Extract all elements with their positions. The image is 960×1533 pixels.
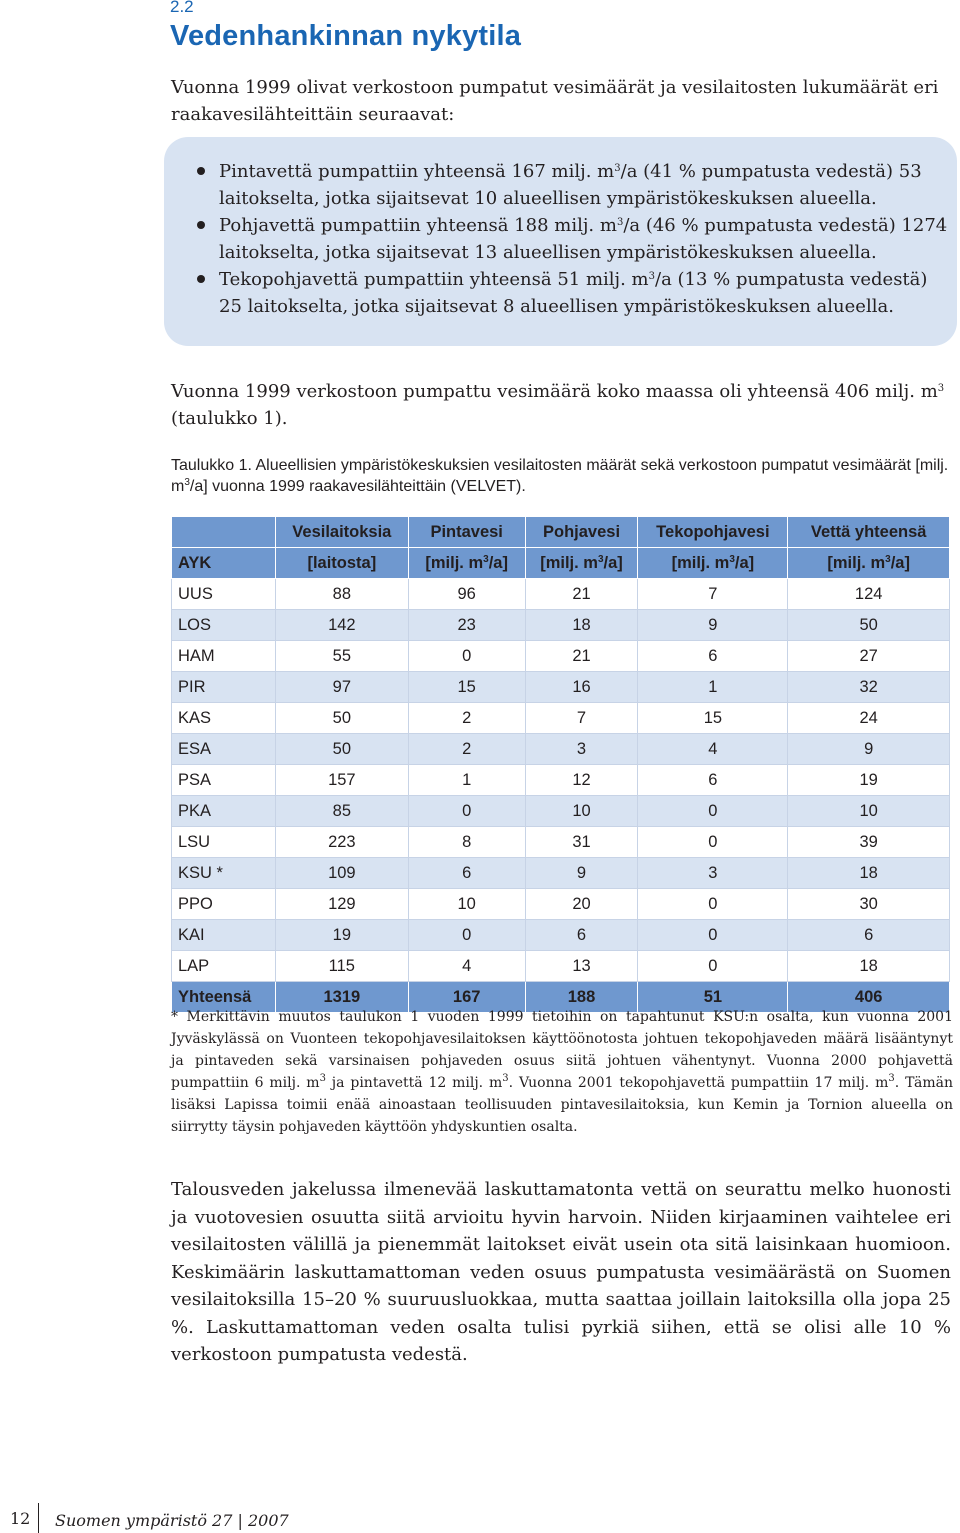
table-cell: 157 (275, 765, 408, 796)
table-cell: 13 (525, 951, 638, 982)
table-cell: 88 (275, 579, 408, 610)
table-header-cell: [milj. $m^3/a$] (638, 548, 788, 579)
table-cell: 24 (788, 703, 950, 734)
table-cell: 30 (788, 889, 950, 920)
table-row (172, 734, 950, 765)
table-cell: 31 (525, 827, 638, 858)
table-cell: 9 (638, 610, 788, 641)
publication-name: Suomen ympäristö 27 | 2007 (55, 1511, 289, 1530)
table-cell: 1319 (275, 982, 408, 1013)
table-cell: KAI (172, 920, 276, 951)
table-row (172, 827, 950, 858)
table-row (172, 579, 950, 610)
page-number: 12 (10, 1509, 31, 1528)
table-cell: 21 (525, 641, 638, 672)
bullet-dot-icon (197, 221, 205, 229)
table-header-cell: [laitosta] (275, 548, 408, 579)
table-footnote: * Merkittävin muutos taulukon 1 vuoden 1999 tietoihin on tapahtunut KSU:n osalta, kun vuonna 2001 Jyväskylässä on Vuonteen tekopohjavesilaitoksen käyttöönotosta johtuen tekopohjaveden määrä lisääntynyt ja pintaveden sekä varsinaisen pohjaveden osuus siitä johtuen vähentynyt. Vuonna 2000 pohjavettä pumpattiin 6 milj. $m^3$ ja pintavettä 12 milj. $m^3$. Vuonna 2001 tekopohjavettä pumpattiin 17 milj. $m^3$. Tämän lisäksi Lapissa toimii enää ainoastaan teollisuuden pintavesilaitoksia, kun Kemin ja Tornion alueella on siirrytty täysin pohjaveden käyttöön yhdyskuntien osalta. (171, 1009, 953, 1135)
table-header-cell (172, 517, 276, 548)
table-cell: 15 (408, 672, 525, 703)
table-cell: 406 (788, 982, 950, 1013)
table-cell: 6 (638, 765, 788, 796)
table-header-unit-row (172, 548, 950, 579)
table-cell: 50 (275, 734, 408, 765)
closing-paragraph: Talousveden jakelussa ilmenevää laskuttamatonta vettä on seurattu melko huonosti ja vuotovesien osuutta siitä arvioitu hyvin harvoin. Niiden kirjaaminen vaihtelee eri vesilaitosten välillä ja pienemmät laitokset eivät usein ota sitä laisinkaan huomioon. Keskimäärin laskuttamattoman veden osuus pumpatusta vesimäärästä on Suomen vesilaitoksilla 15–20 % suuruusluokkaa, mutta saattaa joillain laitoksilla olla jopa 25 %. Laskuttamattoman veden osalta tulisi pyrkiä siihen, että se olisi alle 10 % verkostoon pumpatusta vedestä. (171, 1179, 951, 1365)
table-cell: 19 (788, 765, 950, 796)
table-cell: 0 (638, 796, 788, 827)
table-header-cell: Tekopohjavesi (638, 517, 788, 548)
table-cell: 109 (275, 858, 408, 889)
table-cell: 142 (275, 610, 408, 641)
bullet-dot-icon (197, 275, 205, 283)
bullet-item: Pintavettä pumpattiin yhteensä 167 milj. $m^3/a$ (41 % pumpatusta vedestä) 53 laitokselta, jotka sijaitsevat 10 alueellisen ympäristökeskuksen alueella. (195, 158, 953, 212)
table-cell: 167 (408, 982, 525, 1013)
table-header-cell: Vettä yhteensä (788, 517, 950, 548)
table-row (172, 889, 950, 920)
table-cell: 27 (788, 641, 950, 672)
table-cell: PKA (172, 796, 276, 827)
table-cell: 124 (788, 579, 950, 610)
table-cell: 19 (275, 920, 408, 951)
table-row (172, 920, 950, 951)
table-cell: 10 (788, 796, 950, 827)
table-cell: 18 (788, 858, 950, 889)
section-title: Vedenhankinnan nykytila (170, 20, 522, 52)
table-header-row (172, 517, 950, 548)
table-cell: 6 (408, 858, 525, 889)
table-cell: 6 (525, 920, 638, 951)
table-cell: 8 (408, 827, 525, 858)
table-header-cell: [milj. $m^3/a$] (788, 548, 950, 579)
table-cell: 129 (275, 889, 408, 920)
table-cell: 0 (408, 920, 525, 951)
table-caption: Taulukko 1. Alueellisien ympäristökeskuksien vesilaitosten määrät sekä verkostoon pumpatut vesimäärät [milj. $m^3/a$] vuonna 1999 raakavesilähteittäin (VELVET). (171, 457, 949, 495)
table-cell: PIR (172, 672, 276, 703)
total-paragraph: Vuonna 1999 verkostoon pumpattu vesimäärä koko maassa oli yhteensä 406 milj. $m^3$ (taulukko 1). (171, 381, 945, 429)
table-cell: 15 (638, 703, 788, 734)
table-cell: 32 (788, 672, 950, 703)
table-cell: 50 (788, 610, 950, 641)
bullet-item: Tekopohjavettä pumpattiin yhteensä 51 milj. $m^3/a$ (13 % pumpatusta vedestä) 25 laitokselta, jotka sijaitsevat 8 alueellisen ympäristökeskuksen alueella. (195, 266, 953, 320)
table-cell: 0 (638, 889, 788, 920)
table-row (172, 703, 950, 734)
table-cell: LSU (172, 827, 276, 858)
table-cell: KAS (172, 703, 276, 734)
table-cell: 18 (788, 951, 950, 982)
table-cell: PPO (172, 889, 276, 920)
table-cell: 1 (408, 765, 525, 796)
table-header-cell: AYK (172, 548, 276, 579)
table-cell: 6 (638, 641, 788, 672)
table-header-cell: Pintavesi (408, 517, 525, 548)
table-cell: 96 (408, 579, 525, 610)
table-header-cell: Vesilaitoksia (275, 517, 408, 548)
table-cell: 20 (525, 889, 638, 920)
footer-divider (38, 1503, 39, 1533)
table-cell: 0 (638, 951, 788, 982)
table-cell: 7 (638, 579, 788, 610)
table-cell: 16 (525, 672, 638, 703)
table-cell: 9 (525, 858, 638, 889)
table-cell: 188 (525, 982, 638, 1013)
table-cell: 2 (408, 703, 525, 734)
data-table (171, 516, 950, 1013)
table-cell: 3 (638, 858, 788, 889)
section-number: 2.2 (170, 0, 194, 16)
table-cell: 12 (525, 765, 638, 796)
table-row (172, 765, 950, 796)
table-cell: 10 (408, 889, 525, 920)
table-cell: 0 (408, 796, 525, 827)
table-cell: 0 (638, 827, 788, 858)
bullet-item: Pohjavettä pumpattiin yhteensä 188 milj. $m^3/a$ (46 % pumpatusta vedestä) 1274 laitokselta, jotka sijaitsevat 13 alueellisen ympäristökeskuksen alueella. (195, 212, 953, 266)
table-cell: LOS (172, 610, 276, 641)
table-cell: 223 (275, 827, 408, 858)
table-header-cell: [milj. $m^3/a$] (408, 548, 525, 579)
table-cell: HAM (172, 641, 276, 672)
table-cell: 21 (525, 579, 638, 610)
table-header-cell: [milj. $m^3/a$] (525, 548, 638, 579)
table-cell: ESA (172, 734, 276, 765)
table-cell: 7 (525, 703, 638, 734)
table-cell: 6 (788, 920, 950, 951)
table-cell: 4 (638, 734, 788, 765)
table-cell: 1 (638, 672, 788, 703)
table-cell: KSU * (172, 858, 276, 889)
table-cell: 115 (275, 951, 408, 982)
table-cell: 39 (788, 827, 950, 858)
table-cell: 4 (408, 951, 525, 982)
table-cell: 85 (275, 796, 408, 827)
table-row (172, 858, 950, 889)
bullet-dot-icon (197, 167, 205, 175)
table-cell: 0 (408, 641, 525, 672)
table-cell: 2 (408, 734, 525, 765)
table-cell: 55 (275, 641, 408, 672)
table-cell: LAP (172, 951, 276, 982)
table-cell: 10 (525, 796, 638, 827)
table-row (172, 951, 950, 982)
table-header-cell: Pohjavesi (525, 517, 638, 548)
table-row (172, 641, 950, 672)
table-cell: PSA (172, 765, 276, 796)
table-cell: Yhteensä (172, 982, 276, 1013)
table-cell: 3 (525, 734, 638, 765)
table-row (172, 672, 950, 703)
table-cell: 51 (638, 982, 788, 1013)
table-cell: 50 (275, 703, 408, 734)
table-cell: 18 (525, 610, 638, 641)
bullet-list (195, 158, 953, 320)
table-row (172, 610, 950, 641)
table-cell: 0 (638, 920, 788, 951)
table-cell: UUS (172, 579, 276, 610)
table-cell: 97 (275, 672, 408, 703)
table-cell: 9 (788, 734, 950, 765)
intro-paragraph: Vuonna 1999 olivat verkostoon pumpatut vesimäärät ja vesilaitosten lukumäärät eri raakavesilähteittäin seuraavat: (171, 77, 939, 125)
table-cell: 23 (408, 610, 525, 641)
table-row (172, 796, 950, 827)
